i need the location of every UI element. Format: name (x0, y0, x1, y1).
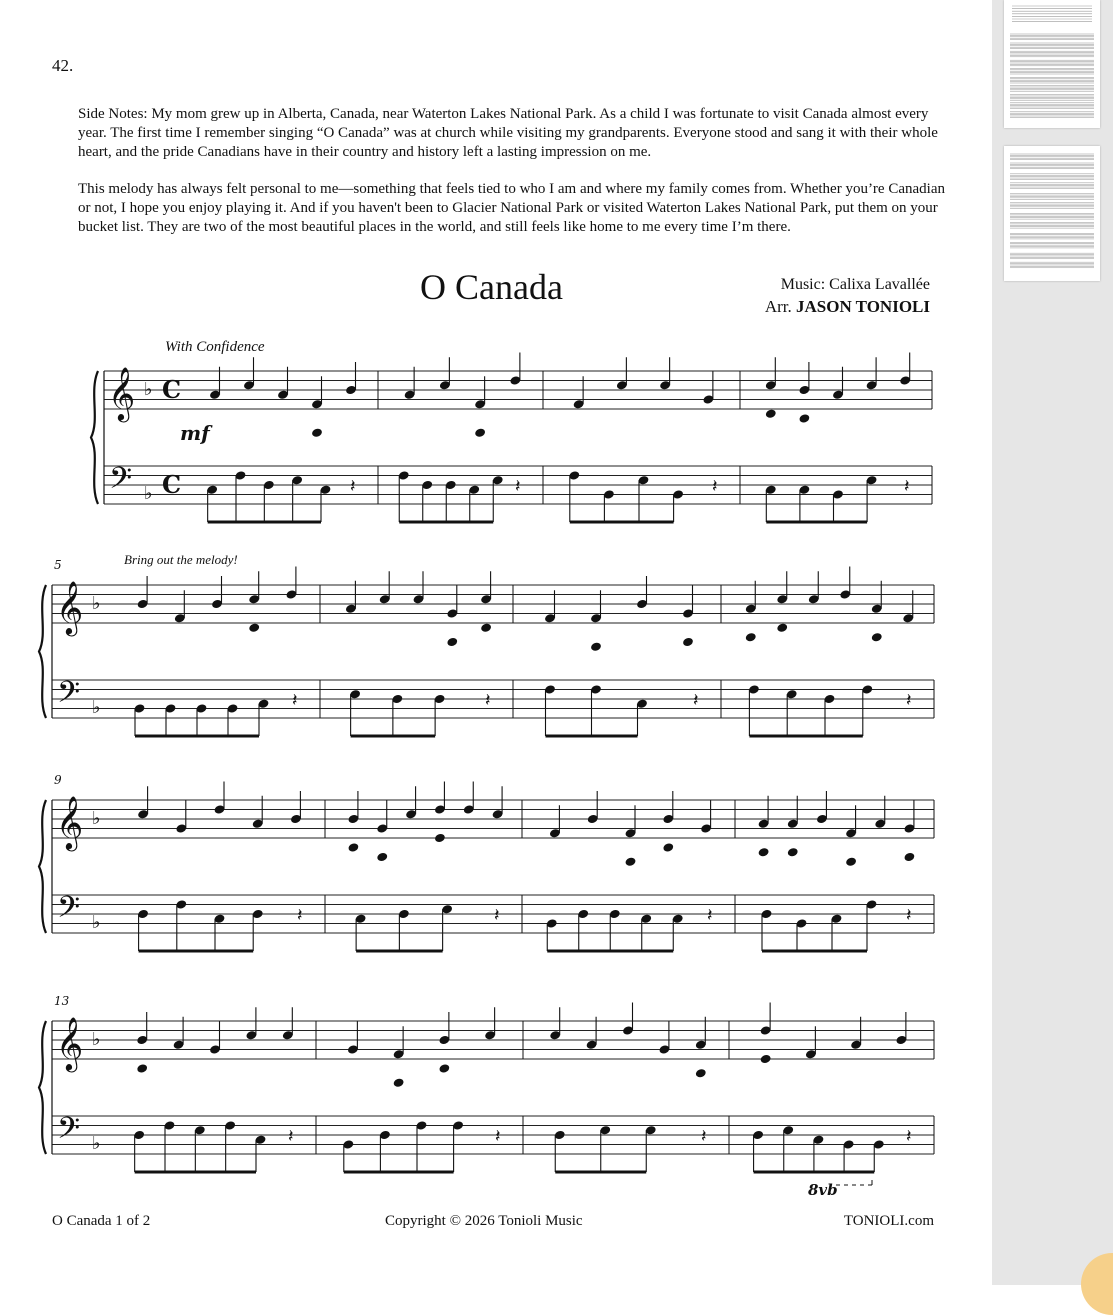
treble-clef-icon: 𝄞 (108, 366, 136, 420)
side-notes-paragraph-1: Side Notes: My mom grew up in Alberta, Canada, near Waterton Lakes National Park. As a child I was fortunate to visit Canada almost every year. The first time I remember singing “O Canada” was at church while visiting my grandparents. Everyone stood and sang it with their whole heart, and the pride Canadians have in their country and history left a lasting impression on me. (78, 106, 938, 160)
treble-note (446, 637, 458, 648)
quarter-rest-icon: 𝄽 (693, 690, 699, 711)
treble-clef-icon: 𝄞 (56, 580, 84, 634)
treble-note (695, 1068, 707, 1079)
page-1-thumbnail[interactable] (1004, 0, 1100, 128)
page-2-thumbnail-preview (1004, 146, 1100, 281)
quarter-rest-icon: 𝄽 (297, 905, 303, 926)
quarter-rest-icon: 𝄽 (712, 476, 718, 497)
treble-note (662, 842, 674, 853)
arranger-name: JASON TONIOLI (796, 297, 930, 316)
expression-marking: Bring out the melody! (124, 552, 238, 567)
bass-clef-icon: 𝄢 (57, 891, 81, 932)
flat-key-signature: ♭ (92, 808, 101, 829)
treble-note (248, 622, 260, 633)
time-signature: C (162, 470, 182, 499)
grand-staff-brace (39, 585, 46, 718)
treble-note (776, 622, 788, 633)
quarter-rest-icon: 𝄽 (701, 1126, 707, 1147)
footer-left: O Canada 1 of 2 (52, 1213, 151, 1229)
treble-note (393, 1077, 405, 1088)
dynamic-marking: mf (180, 421, 210, 445)
measure-number: 13 (54, 994, 70, 1008)
treble-note (347, 842, 359, 853)
page-2-thumbnail[interactable] (1004, 146, 1100, 281)
flat-key-signature: ♭ (144, 483, 153, 504)
treble-note (765, 408, 777, 419)
treble-note (682, 637, 694, 648)
flat-key-signature: ♭ (144, 379, 153, 400)
footer-copyright: Copyright © 2026 Tonioli Music (385, 1213, 583, 1229)
quarter-rest-icon: 𝄽 (485, 690, 491, 711)
bass-clef-icon: 𝄢 (109, 462, 133, 503)
quarter-rest-icon: 𝄽 (707, 905, 713, 926)
flat-key-signature: ♭ (92, 697, 101, 718)
treble-note (745, 632, 757, 643)
treble-note (758, 847, 770, 858)
system-1 (91, 353, 932, 523)
quarter-rest-icon: 𝄽 (515, 476, 521, 497)
quarter-rest-icon: 𝄽 (906, 690, 912, 711)
page-thumbnail-sidebar[interactable] (992, 0, 1113, 1285)
treble-clef-icon: 𝄞 (56, 1016, 84, 1070)
treble-note (845, 856, 857, 867)
treble-note (625, 856, 637, 867)
quarter-rest-icon: 𝄽 (494, 905, 500, 926)
treble-note (311, 427, 323, 438)
bass-clef-icon: 𝄢 (57, 1112, 81, 1153)
system-2 (39, 558, 934, 736)
flat-key-signature: ♭ (92, 1133, 101, 1154)
footer-website: TONIOLI.com (843, 1213, 934, 1229)
quarter-rest-icon: 𝄽 (906, 1126, 912, 1147)
page-number: 42. (52, 56, 74, 75)
treble-note (871, 632, 883, 643)
treble-note (903, 852, 915, 863)
octave-marking: 8vb (808, 1181, 838, 1199)
time-signature: C (162, 375, 182, 404)
quarter-rest-icon: 𝄽 (904, 476, 910, 497)
treble-note (590, 641, 602, 652)
flat-key-signature: ♭ (92, 1029, 101, 1050)
quarter-rest-icon: 𝄽 (495, 1126, 501, 1147)
bass-clef-icon: 𝄢 (57, 676, 81, 717)
composer-credit: Music: Calixa Lavallée (780, 276, 930, 293)
treble-note (438, 1063, 450, 1074)
grand-staff-brace (39, 1021, 46, 1154)
system-4 (39, 994, 934, 1172)
arranger-prefix: Arr. (764, 297, 796, 316)
side-notes-paragraph-2: This melody has always felt personal to me—something that feels tied to who I am and where my family comes from. Whether you’re Canadian or not, I hope you enjoy playing it. And if you haven't been to Glacier National Park or visited Waterton Lakes National Park, put them on your bucket list. They are two of the most beautiful places in the world, and still feels like home to me every time I’m there. (78, 181, 945, 235)
treble-note (474, 427, 486, 438)
flat-key-signature: ♭ (92, 593, 101, 614)
treble-note (480, 622, 492, 633)
system-3 (39, 773, 934, 951)
score-title: O Canada (420, 267, 563, 307)
grand-staff-brace (39, 800, 46, 933)
treble-note (434, 833, 446, 844)
quarter-rest-icon: 𝄽 (288, 1126, 294, 1147)
treble-note (798, 413, 810, 424)
quarter-rest-icon: 𝄽 (906, 905, 912, 926)
treble-note (376, 852, 388, 863)
corner-bubble[interactable] (1081, 1253, 1113, 1315)
treble-note (136, 1063, 148, 1074)
grand-staff-brace (91, 371, 98, 504)
treble-clef-icon: 𝄞 (56, 795, 84, 849)
treble-note (760, 1054, 772, 1065)
measure-number: 5 (54, 558, 62, 572)
quarter-rest-icon: 𝄽 (292, 690, 298, 711)
treble-note (787, 847, 799, 858)
page-1-thumbnail-preview (1004, 0, 1100, 128)
quarter-rest-icon: 𝄽 (350, 476, 356, 497)
tempo-marking: With Confidence (165, 339, 265, 355)
flat-key-signature: ♭ (92, 912, 101, 933)
measure-number: 9 (54, 773, 62, 787)
